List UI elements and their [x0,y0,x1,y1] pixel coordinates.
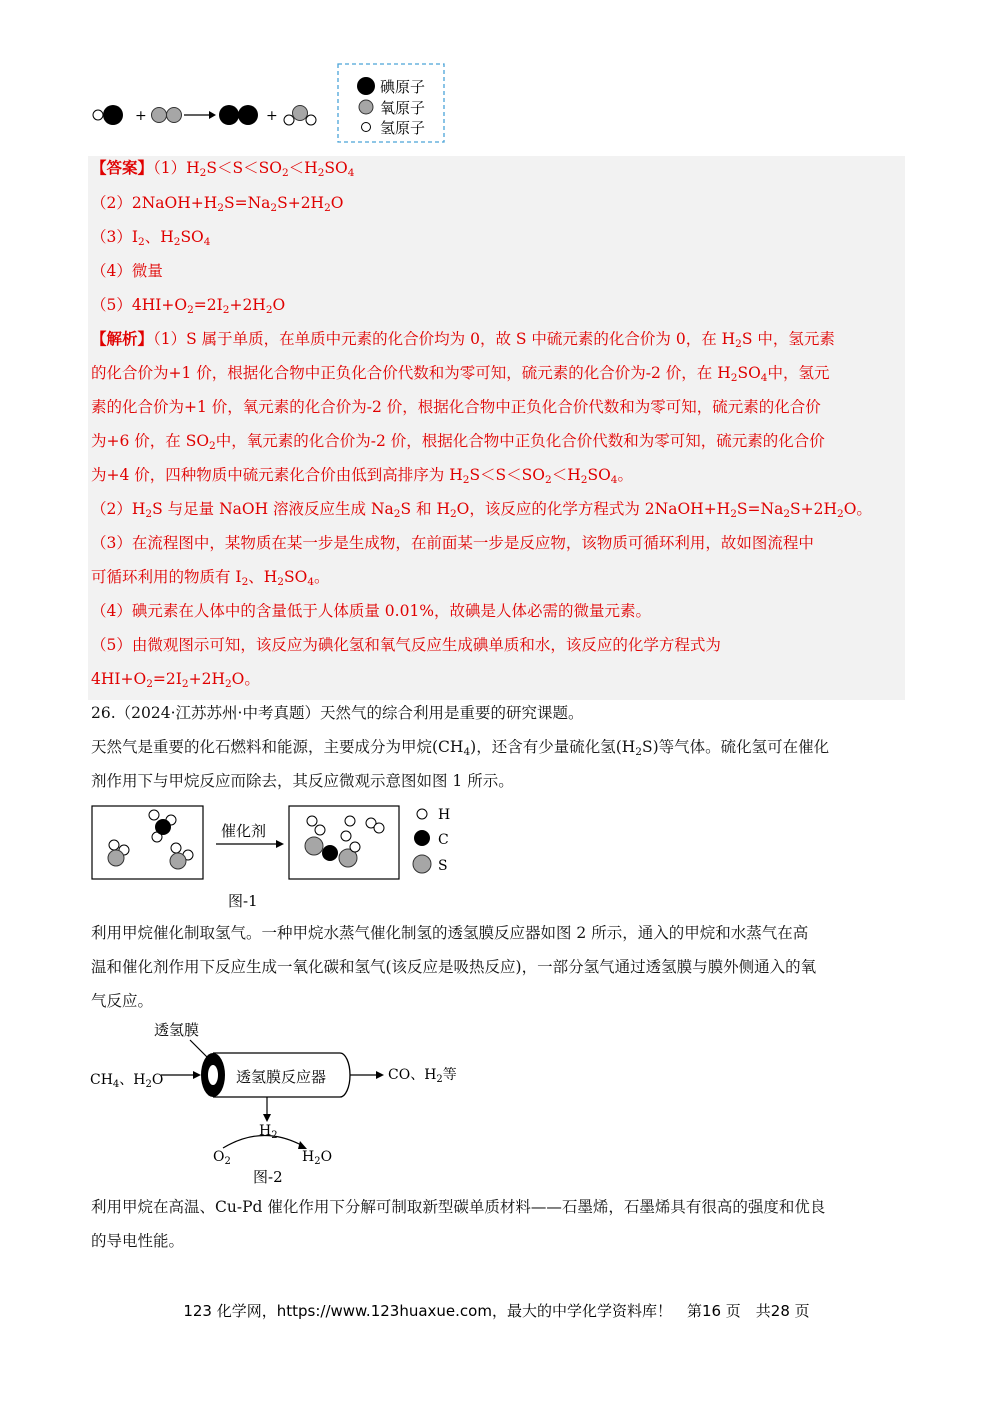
plus-sign-2: + [266,108,278,124]
figure-1-caption: 图-1 [228,892,258,910]
answer-line-1: 【答案】$(1)H_2S<S<SO_2<H_2SO_4$ [91,158,355,180]
analysis-line-11: $4HI+O_2=2I_2+2H_2O$。 [91,670,260,691]
figure-2-caption: 图-2 [253,1168,283,1186]
answer-label: 【答案】 [91,158,154,177]
question-line-4: 利用甲烷催化制取氢气。一种甲烷水蒸气催化制氢的透氢膜反应器如图 2 所示，通入的甲烷和水蒸气在高 [91,924,809,942]
legend-s-icon [413,855,431,873]
o2-molecule [152,108,182,123]
membrane-pointer [190,1040,208,1058]
analysis-line-6: $(2)H_2S$ 与足量 NaOH 溶液反应生成 $Na_2S$ 和 $H_2O$，该反应的化学方程式为 $2NaOH+H_2S=Na_2S+2H_2O$。 [91,500,872,521]
output-label: CO、$H_2$等 [388,1067,457,1085]
plus-sign-1: + [135,108,147,124]
analysis-line-2: 的化合价为+1 价，根据化合物中正负化合价代数和为零可知，硫元素的化合价为-2 价，在 $H_2SO_4$中，氢元 [91,364,830,385]
analysis-line-8: 可循环利用的物质有 $I_2$、$H_2SO_4$。 [91,568,330,589]
legend-c: C [438,832,449,848]
answer-line-5: $(5)4HI+O_2=2I_2+2H_2O$ [91,296,286,317]
reaction-micro-diagram [88,62,458,148]
answer-line-3: $(3)I_2$、$H_2SO_4$ [91,228,211,249]
figure-2 [88,1018,468,1188]
question-title: 26.（2024·江苏苏州·中考真题）天然气的综合利用是重要的研究课题。 [91,704,584,722]
analysis-line-5: 为+4 价，四种物质中硫元素化合价由低到高排序为 $H_2S<S<SO_2<H_2SO_4$。 [91,466,633,487]
question-line-3: 剂作用下与甲烷反应而除去，其反应微观示意图如图 1 所示。 [91,772,514,790]
oxygen-atom-icon [359,100,373,114]
membrane-label: 透氢膜 [154,1021,200,1039]
o2-label: $O_2$ [213,1149,231,1167]
h2o-label: $H_2O$ [302,1149,333,1167]
legend-iodine: 碘原子 [380,78,426,96]
answer-line-4: （4）微量 [91,262,163,280]
reactant-box [92,806,203,879]
analysis-line-4: 为+6 价，在 $SO_2$中，氧元素的化合价为-2 价，根据化合物中正负化合价代数和为零可知，硫元素的化合价 [91,432,825,453]
analysis-line-3: 素的化合价为+1 价，氧元素的化合价为-2 价，根据化合物中正负化合价代数和为零可知，硫元素的化合价 [91,398,821,416]
analysis-line-10: （5）由微观图示可知，该反应为碘化氢和氧气反应生成碘单质和水，该反应的化学方程式为 [91,636,721,654]
analysis-line-9: （4）碘元素在人体中的含量低于人体质量 0.01%，故碘是人体必需的微量元素。 [91,602,652,620]
legend-s: S [438,858,448,874]
page-footer: 123 化学网，https://www.123huaxue.com，最大的中学化学资料库！ 第16 页 共28 页 [183,1302,810,1320]
analysis-line-7: （3）在流程图中，某物质在某一步是生成物，在前面某一步是反应物，该物质可循环利用，故如图流程中 [91,534,814,552]
iodine-atom-icon [357,77,375,95]
figure-1 [88,800,468,912]
legend-c-icon [414,830,430,846]
catalyst-label: 催化剂 [221,822,267,840]
reactor-label: 透氢膜反应器 [236,1068,327,1086]
legend-hydrogen: 氢原子 [380,119,426,137]
input-label: $CH_4$、$H_2O$ [90,1072,164,1090]
question-line-8: 的导电性能。 [91,1232,185,1250]
hi-molecule [93,105,123,125]
analysis-label: 【解析】 [91,329,154,348]
answer-line-2: $(2)2NaOH+H_2S=Na_2S+2H_2O$ [91,194,344,215]
i2-molecule [219,105,258,125]
legend-h: H [438,807,451,823]
reaction-arrow [184,111,216,119]
legend-oxygen: 氧原子 [380,99,426,117]
h2o-molecule [284,106,316,126]
question-line-6: 气反应。 [91,992,154,1010]
hydrogen-atom-icon [362,123,371,132]
question-line-5: 温和催化剂作用下反应生成一氧化碳和氢气(该反应是吸热反应)，一部分氢气通过透氢膜与膜外侧通入的氧 [91,958,817,976]
h2-label: $H_2$ [259,1123,278,1141]
analysis-line-1: 【解析】（1）S 属于单质，在单质中元素的化合价均为 0，故 S 中硫元素的化合价为 0，在 $H_2S$ 中，氢元素 [91,329,835,351]
question-line-2: 天然气是重要的化石燃料和能源，主要成分为甲烷$(CH_4)$，还含有少量硫化氢$(H_2S)$等气体。硫化氢可在催化 [91,738,830,759]
question-line-7: 利用甲烷在高温、Cu-Pd 催化作用下分解可制取新型碳单质材料——石墨烯，石墨烯具有很高的强度和优良 [91,1198,826,1216]
legend-h-icon [417,809,427,819]
